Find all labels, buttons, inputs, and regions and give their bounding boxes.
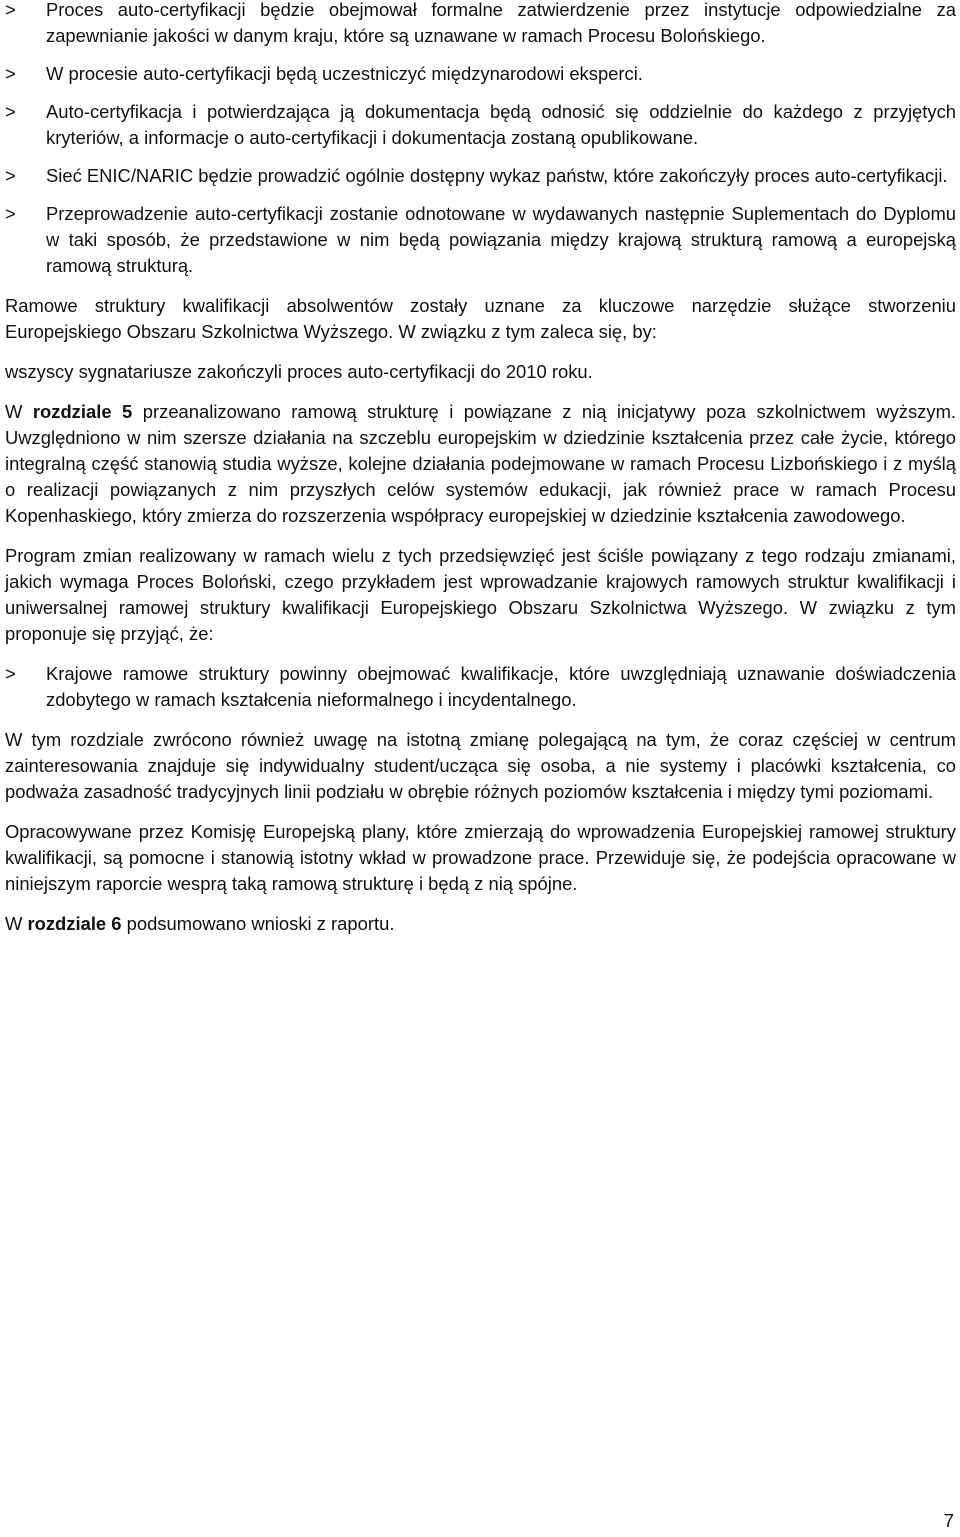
bullet-marker: > — [5, 0, 16, 20]
bullet-marker: > — [5, 203, 16, 224]
paragraph-frameworks: Ramowe struktury kwalifikacji absolwentów zostały uznane za kluczowe narzędzie służące stworzeniu Europejskiego Obszaru Szkolnictwa Wyższego. W związku z tym zaleca się, by: — [5, 295, 956, 342]
document-page — [5, 0, 956, 937]
paragraph-chapter-5 — [5, 399, 956, 529]
list-item — [5, 99, 956, 151]
bullet-list-top — [5, 0, 956, 279]
list-item-text: Krajowe ramowe struktury powinny obejmować kwalifikacje, które uwzględniają uznawanie doświadczenia zdobytego w ramach kształcenia nieformalnego i incydentalnego. — [46, 663, 956, 710]
chapter-6-lead: W — [5, 913, 28, 934]
list-item-text: W procesie auto-certyfikacji będą uczestniczyć międzynarodowi eksperci. — [46, 63, 643, 84]
paragraph-chapter-6 — [5, 911, 956, 937]
list-item — [5, 0, 956, 49]
bullet-list-mid — [5, 661, 956, 713]
bullet-marker: > — [5, 101, 16, 122]
bullet-marker: > — [5, 663, 16, 684]
list-item-text: Auto-certyfikacja i potwierdzająca ją dokumentacja będą odnosić się oddzielnie do każdego z przyjętych kryteriów, a informacje o auto-certyfikacji i dokumentacja zostaną opublikowane. — [46, 101, 956, 148]
paragraph-signatories: wszyscy sygnatariusze zakończyli proces auto-certyfikacji do 2010 roku. — [5, 361, 593, 382]
list-item-text: Proces auto-certyfikacji będzie obejmował formalne zatwierdzenie przez instytucje odpowiedzialne za zapewnianie jakości w danym kraju, które są uznawane w ramach Procesu Bolońskiego. — [46, 0, 956, 46]
list-item-text: Sieć ENIC/NARIC będzie prowadzić ogólnie dostępny wykaz państw, które zakończyły proces auto-certyfikacji. — [46, 165, 948, 186]
chapter-5-text: przeanalizowano ramową strukturę i powiązane z nią inicjatywy poza szkolnictwem wyższym. Uwzględniono w nim szersze działania na szczeblu europejskim w dziedzinie kształcenia przez całe życie, którego integralną część stanowią studia wyższe, kolejne działania podejmowane w ramach Procesu Lizbońskiego i z myślą o realizacji powiązanych z nim przyszłych celów systemów edukacji, jak również prace w ramach Procesu Kopenhaskiego, który zmierza do rozszerzenia współpracy europejskiej w dziedzinie kształcenia zawodowego. — [5, 401, 957, 526]
list-item — [5, 163, 956, 189]
bullet-marker: > — [5, 165, 16, 186]
chapter-6-ref: rozdziale 6 — [27, 913, 122, 934]
list-item — [5, 61, 956, 87]
paragraph-program: Program zmian realizowany w ramach wielu z tych przedsięwzięć jest ściśle powiązany z tego rodzaju zmianami, jakich wymaga Proces Boloński, czego przykładem jest wprowadzanie krajowych ramowych struktur kwalifikacji i uniwersalnej ramowej struktury kwalifikacji Europejskiego Obszaru Szkolnictwa Wyższego. W związku z tym proponuje się przyjąć, że: — [5, 545, 956, 644]
paragraph-commission: Opracowywane przez Komisję Europejską plany, które zmierzają do wprowadzenia Europejskiej ramowej struktury kwalifikacji, są pomocne i stanowią istotny wkład w prowadzone prace. Przewiduje się, że podejścia opracowane w niniejszym raporcie wesprą taką ramową strukturę i będą z nią spójne. — [5, 821, 956, 894]
chapter-6-text: podsumowano wnioski z raportu. — [121, 913, 395, 934]
list-item-text: Przeprowadzenie auto-certyfikacji zostanie odnotowane w wydawanych następnie Suplementach do Dyplomu w taki sposób, że przedstawione w nim będą powiązania między krajową strukturą ramową a europejską ramową strukturą. — [46, 203, 956, 276]
chapter-5-ref: rozdziale 5 — [32, 401, 133, 422]
list-item — [5, 201, 956, 279]
paragraph-attention: W tym rozdziale zwrócono również uwagę na istotną zmianę polegającą na tym, że coraz częściej w centrum zainteresowania znajduje się indywidualny student/ucząca się osoba, a nie systemy i placówki kształcenia, co podważa zasadność tradycyjnych linii podziału w obrębie różnych poziomów kształcenia i między tymi poziomami. — [5, 729, 956, 802]
chapter-5-lead: W — [5, 401, 33, 422]
list-item — [5, 661, 956, 713]
page-number: 7 — [943, 1510, 954, 1531]
bullet-marker: > — [5, 63, 16, 84]
